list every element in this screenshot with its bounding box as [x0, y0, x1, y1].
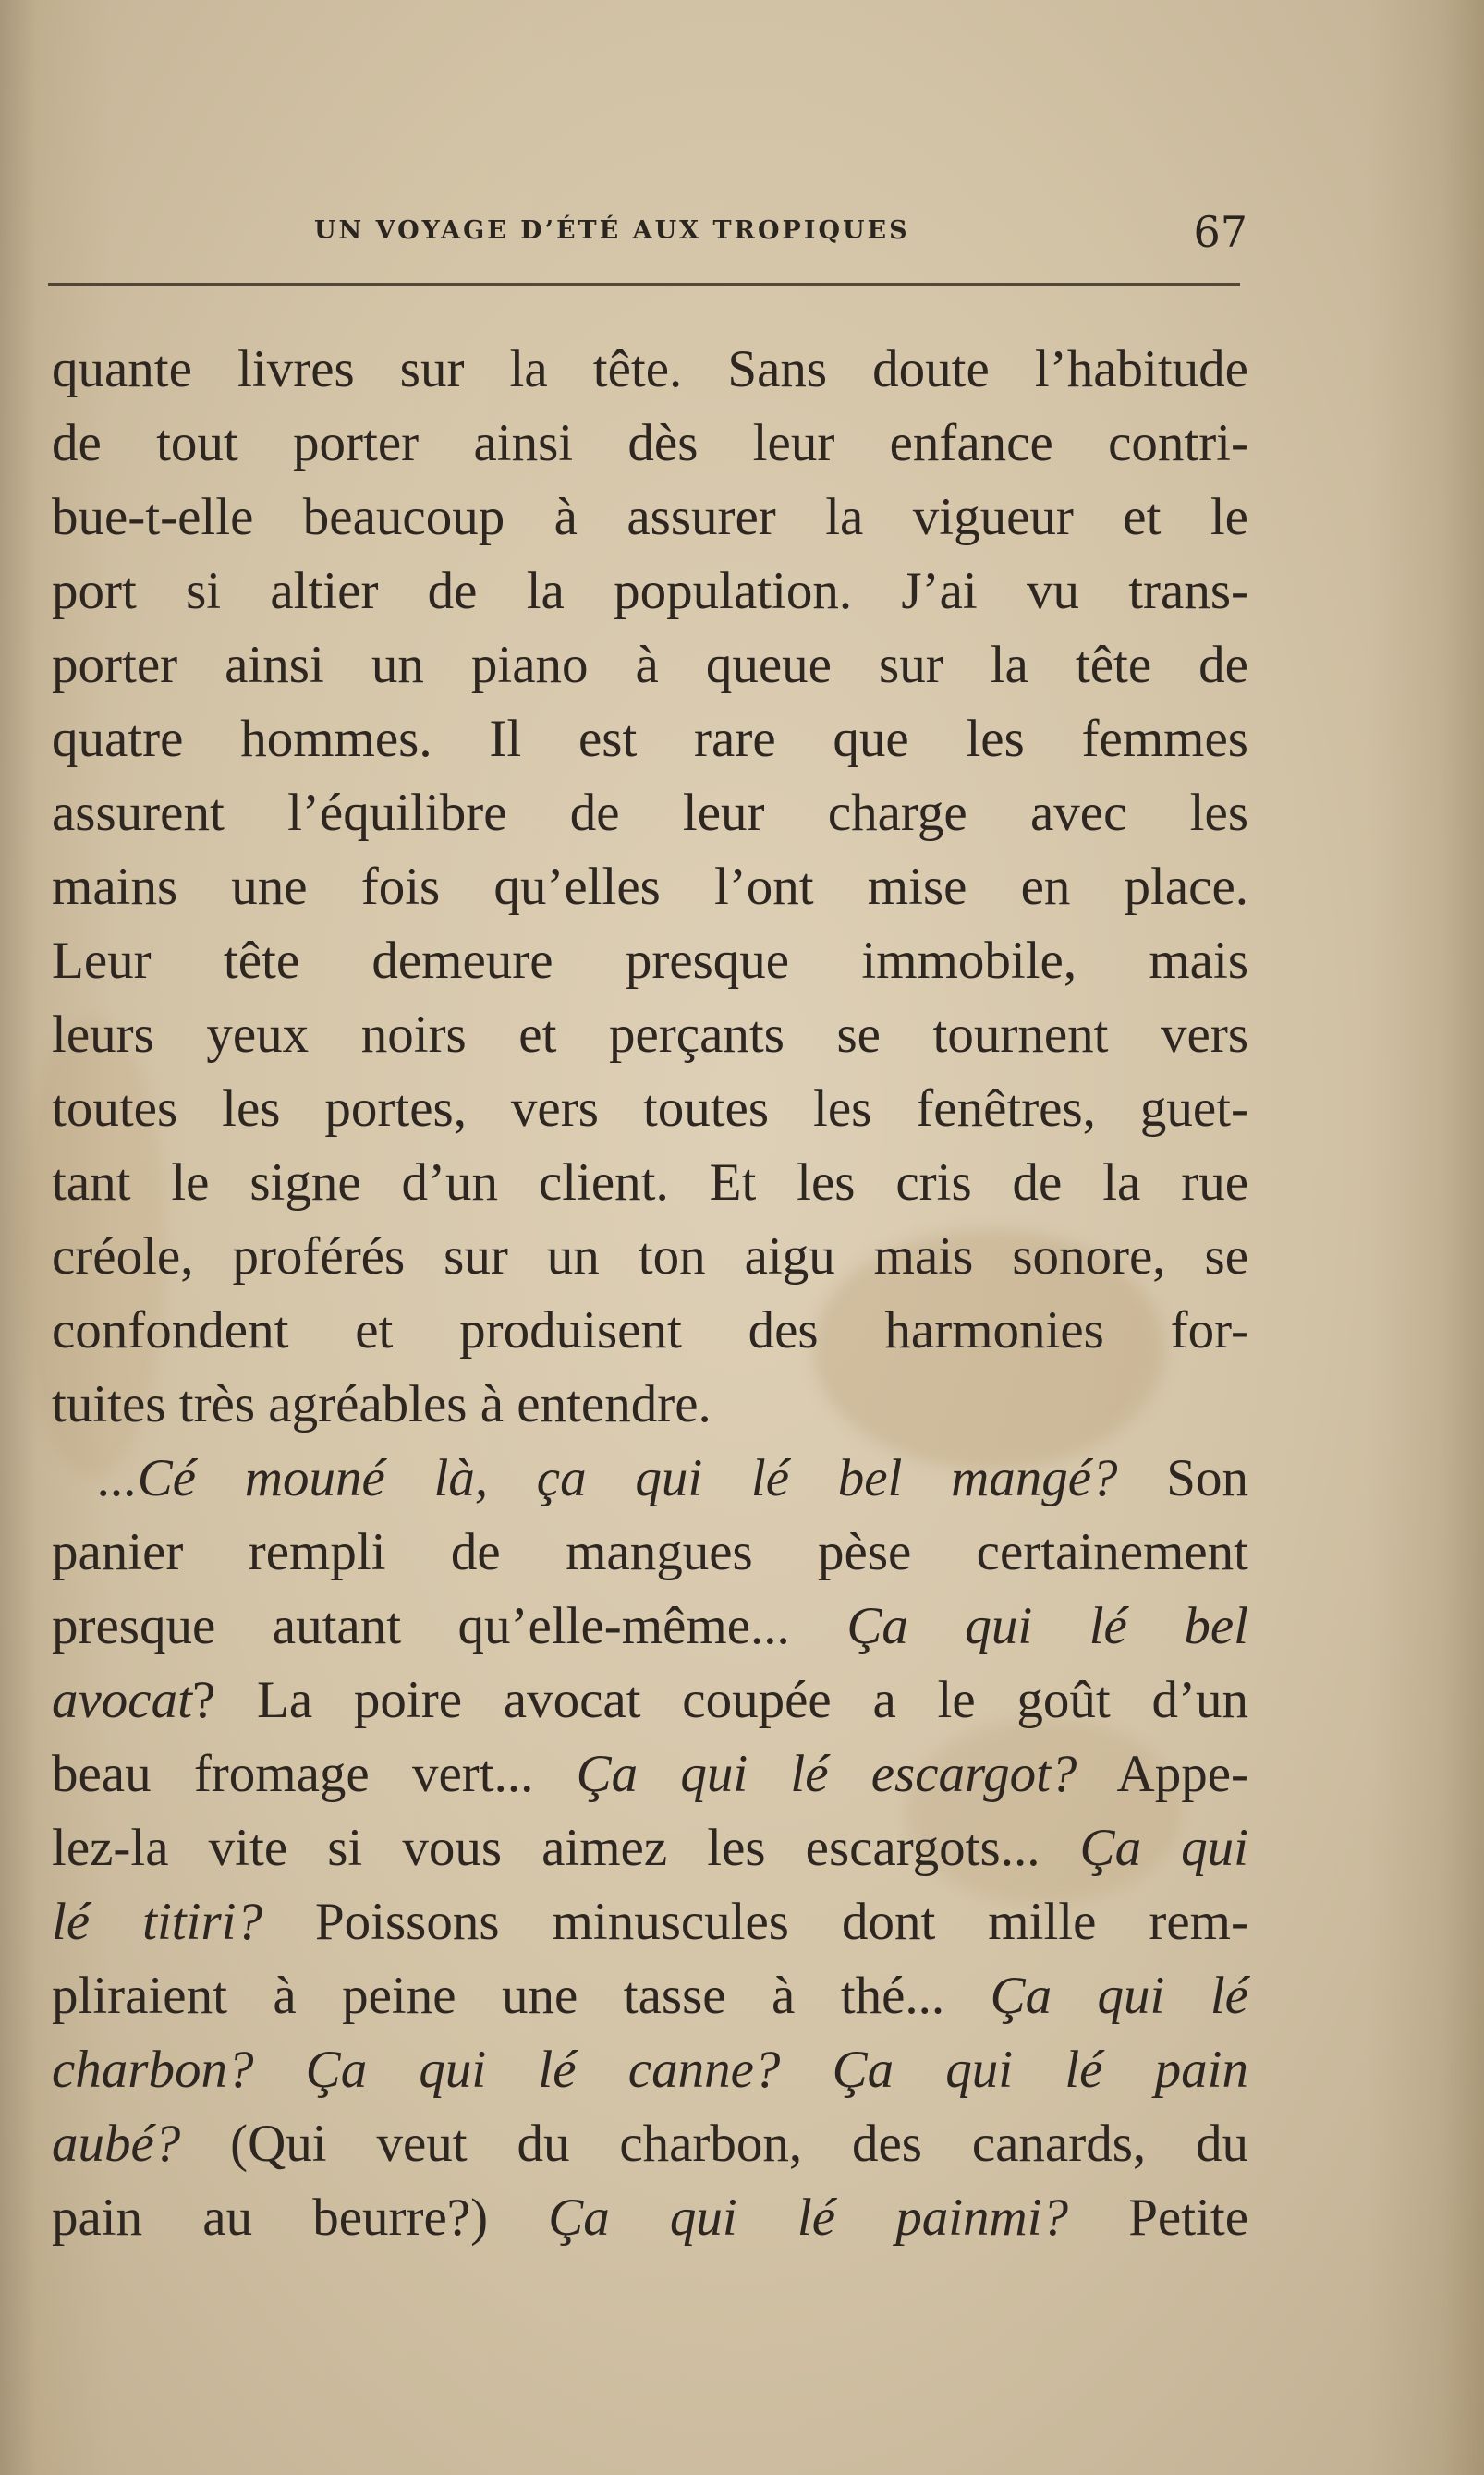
- text-segment: Appe-: [1077, 1745, 1248, 1803]
- text-line: [52, 1368, 1248, 1442]
- text-line: [52, 1811, 1248, 1885]
- italic-segment: ...Cé mouné là, ça qui lé bel mangé?: [98, 1449, 1118, 1507]
- text-segment: quatre hommes. Il est rare que les femmes: [52, 710, 1248, 768]
- italic-segment: lé titiri?: [52, 1893, 262, 1951]
- text-line: [52, 407, 1248, 481]
- text-line: [52, 1664, 1248, 1737]
- text-line: [52, 481, 1248, 555]
- text-segment: tant le signe d’un client. Et les cris de la rue: [52, 1153, 1248, 1212]
- text-segment: pliraient à peine une tasse à thé...: [52, 1967, 991, 2025]
- text-segment: de tout porter ainsi dès leur enfance contri-: [52, 414, 1248, 472]
- header-rule: [48, 283, 1240, 286]
- text-line: [52, 628, 1248, 702]
- page-header: [305, 207, 1247, 262]
- text-line: [52, 1737, 1248, 1811]
- text-line: [52, 2107, 1248, 2181]
- text-segment: toutes les portes, vers toutes les fenêtres, guet-: [52, 1079, 1248, 1138]
- body-text: [52, 333, 1248, 2255]
- italic-segment: Ça qui lé escargot?: [576, 1745, 1077, 1803]
- italic-segment: aubé?: [52, 2115, 181, 2173]
- running-title: UN VOYAGE D’ÉTÉ AUX TROPIQUES: [314, 216, 910, 245]
- text-line: [52, 924, 1248, 998]
- text-segment: quante livres sur la tête. Sans doute l’habitude: [52, 340, 1248, 398]
- text-segment: port si altier de la population. J’ai vu trans-: [52, 562, 1248, 620]
- italic-segment: Ça qui lé: [990, 1967, 1248, 2025]
- text-line: [52, 2181, 1248, 2255]
- text-segment: bue-t-elle beaucoup à assurer la vigueur et le: [52, 488, 1248, 546]
- page-number: 67: [1193, 207, 1247, 257]
- text-segment: panier rempli de mangues pèse certainement: [52, 1523, 1248, 1581]
- text-line: [52, 1516, 1248, 1590]
- text-segment: créole, proférés sur un ton aigu mais sonore, se: [52, 1227, 1248, 1286]
- text-segment: presque autant qu’elle-même...: [52, 1597, 847, 1655]
- text-segment: Petite: [1068, 2188, 1249, 2247]
- text-segment: ? La poire avocat coupée a le goût d’un: [191, 1671, 1248, 1729]
- italic-segment: avocat: [52, 1671, 192, 1729]
- text-segment: pain au beurre?): [52, 2188, 549, 2247]
- text-segment: assurent l’équilibre de leur charge avec les: [52, 784, 1248, 842]
- text-line: [52, 555, 1248, 628]
- text-segment: Poissons minuscules dont mille rem-: [262, 1893, 1249, 1951]
- text-line: [52, 2033, 1248, 2107]
- text-segment: (Qui veut du charbon, des canards, du: [180, 2115, 1248, 2173]
- text-line: [52, 1959, 1248, 2033]
- text-line: [52, 702, 1248, 776]
- text-line: [52, 1220, 1248, 1294]
- text-line: [52, 1590, 1248, 1664]
- text-segment: beau fromage vert...: [52, 1745, 577, 1803]
- text-line: [52, 1072, 1248, 1146]
- italic-segment: charbon? Ça qui lé canne? Ça qui lé pain: [52, 2041, 1248, 2099]
- text-line: [52, 1146, 1248, 1220]
- text-segment: mains une fois qu’elles l’ont mise en place.: [52, 858, 1248, 916]
- text-segment: confondent et produisent des harmonies for-: [52, 1301, 1248, 1359]
- text-segment: Leur tête demeure presque immobile, mais: [52, 932, 1248, 990]
- text-line: [52, 1885, 1248, 1959]
- text-line: [52, 1442, 1248, 1516]
- text-line: [52, 776, 1248, 850]
- text-segment: tuites très agréables à entendre.: [52, 1375, 712, 1433]
- text-line: [52, 998, 1248, 1072]
- text-segment: leurs yeux noirs et perçants se tournent vers: [52, 1006, 1248, 1064]
- text-line: [52, 333, 1248, 407]
- text-line: [52, 850, 1248, 924]
- text-segment: porter ainsi un piano à queue sur la tête de: [52, 636, 1248, 694]
- italic-segment: Ça qui: [1079, 1819, 1248, 1877]
- text-line: [52, 1294, 1248, 1368]
- italic-segment: Ça qui lé bel: [846, 1597, 1248, 1655]
- text-segment: Son: [1117, 1449, 1248, 1507]
- text-segment: lez-la vite si vous aimez les escargots...: [52, 1819, 1080, 1877]
- italic-segment: Ça qui lé painmi?: [548, 2188, 1069, 2247]
